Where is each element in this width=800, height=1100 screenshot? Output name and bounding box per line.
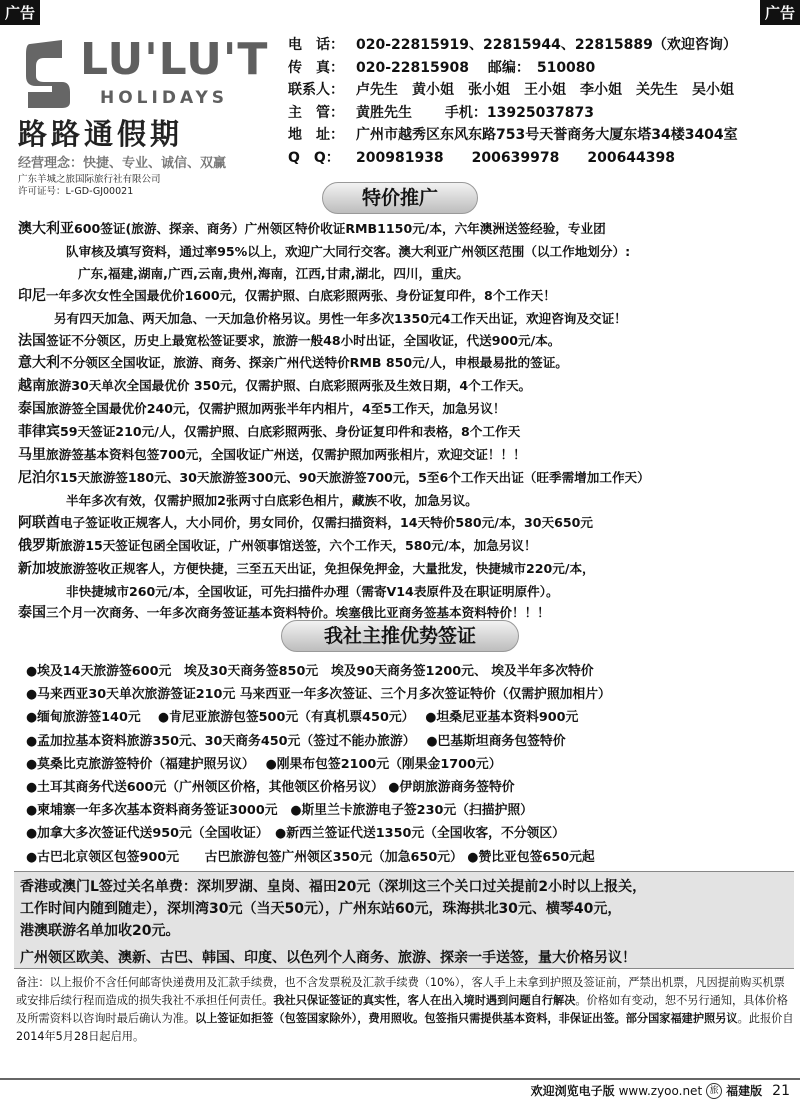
contact-manager <box>288 102 788 125</box>
logo-mark-icon <box>22 36 74 110</box>
section-title-specials: 特价推广 <box>322 182 478 214</box>
contact-value: 广州市越秀区东风东路753号天誉商务大厦东塔34楼3404室 <box>356 127 738 143</box>
promo-item-continued: 广东,福建,湖南,广西,云南,贵州,海南，江西,甘肃,湖北，四川，重庆。 <box>78 265 469 281</box>
promo-text: 旅游签收正规客人，方便快捷，三至五天出证，免担保免押金，大量批发，快捷城市220元/本， <box>60 560 595 576</box>
hk-macau-box <box>14 871 794 969</box>
featured-line: ●孟加拉基本资料旅游350元、30天商务450元（签过不能办旅游） ●巴基斯坦商务包签特价 <box>26 733 566 749</box>
featured-line: ●莫桑比克旅游签特价（福建护照另议） ●刚果布包签2100元（刚果金1700元） <box>26 756 502 772</box>
promo-item <box>18 375 792 398</box>
featured-visa-list <box>26 660 786 869</box>
promo-item-continued: 半年多次有效，仅需护照加2张两寸白底彩色相片，藏族不收，加急另议。 <box>66 492 478 508</box>
promo-item <box>18 352 792 375</box>
promo-item-continued: 队审核及填写资料，通过率95%以上，欢迎广大同行交客。澳大利亚广州领区范围（以工作地划分）: <box>66 243 631 259</box>
brand-name: LU'LU'T <box>80 34 269 85</box>
contact-label: 传 真： <box>288 59 344 76</box>
promo-item-continued: 另有四天加急、两天加急、一天加急价格另议。男性一年多次1350元4工作天出证，欢迎咨询及交证！ <box>54 310 627 326</box>
notes-bold: 以上签证如拒签（包签国家除外），费用照收。包签指只需提供基本资料，非保证出签。部分国家福建护照另议 <box>195 1012 738 1025</box>
contact-value: 020-22815908 邮编： 510080 <box>356 59 596 76</box>
section-title-featured-visas: 我社主推优势签证 <box>281 620 519 652</box>
promo-country: 泰国 <box>18 605 46 622</box>
guangzhou-consulate-line: 广州领区欧美、澳新、古巴、韩国、印度、以色列个人商务、旅游、探亲一手送签，量大价格另议！ <box>20 950 636 966</box>
hk-line: 香港或澳门L签过关名单费：深圳罗湖、皇岗、福田20元（深圳这三个关口过关提前2小时以上报关， <box>20 879 647 895</box>
notes-text: 备注：以上报价不含任何邮寄快递费用及汇款手续费，也不含发票税及汇款手续费（10%），客人手上未拿到护照及签证前，严禁出机票，凡因提前购买机票或安排后续行程而造成的损失我社不承担任何责任。 <box>16 976 785 1007</box>
notes-text: 。价格如有变动，恕不另行通知，具体价格及所需资料以咨询时最后确认为准。 <box>16 994 788 1025</box>
promo-text: 15天旅游签180元、30天旅游签300元、90天旅游签700元，5至6个工作天出证（旺季需增加工作天） <box>60 469 650 485</box>
footer-browse-text: 欢迎浏览电子版 <box>530 1084 615 1098</box>
notes-bold: 我社只保证签证的真实性，客人在出入境时遇到问题自行解决 <box>273 994 576 1007</box>
notes-text: 。此报价自2014年5月28日起启用。 <box>16 1012 794 1043</box>
promo-text: 600签证(旅游、探亲、商务）广州领区特价收证RMB1150元/本，六年澳洲送签经验，专业团 <box>74 221 606 236</box>
contact-value: 黄胜先生 手机：13925037873 <box>356 104 595 121</box>
promo-country: 俄罗斯 <box>18 537 60 554</box>
contact-people <box>288 79 788 102</box>
promo-text: 旅游15天签证包函全国收证，广州领事馆送签，六个工作天，580元/本，加急另议！ <box>60 537 537 553</box>
promo-item-continued: 非快捷城市260元/本，全国收证，可先扫描件办理（需寄V14表原件及在职证明原件）。 <box>66 583 559 599</box>
promo-country: 阿联酋 <box>18 514 60 531</box>
logo <box>18 30 283 195</box>
featured-line: ●埃及14天旅游签600元 埃及30天商务签850元 埃及90天商务签1200元、 埃及半年多次特价 <box>26 664 594 679</box>
ad-tag-right: 广告 <box>760 0 800 25</box>
promo-item <box>18 558 792 581</box>
header <box>10 26 790 196</box>
featured-line: ●柬埔寨一年多次基本资料商务签证3000元 ●斯里兰卡旅游电子签230元（扫描护照） <box>26 803 533 819</box>
contact-value: 卢先生 黄小姐 张小姐 王小姐 李小姐 关先生 吴小姐 <box>356 82 734 98</box>
promo-item <box>18 218 792 241</box>
brand-subtitle: HOLIDAYS <box>100 88 229 108</box>
promo-text: 电子签证收正规客人，大小同价，男女同价，仅需扫描资料，14天特价580元/本，30天650元 <box>60 514 594 530</box>
promo-item <box>18 467 792 490</box>
contact-phone <box>288 34 788 57</box>
contact-value: 200981938 200639978 200644398 <box>356 149 676 166</box>
footer <box>0 1078 800 1100</box>
footer-site-link[interactable]: www.zyoo.net <box>618 1083 703 1098</box>
contact-block <box>288 34 788 169</box>
promo-item <box>18 330 792 353</box>
hk-line: 港澳联游名单加收20元。 <box>20 923 180 939</box>
footer-edition: 福建版 <box>726 1084 763 1098</box>
promo-item <box>18 421 792 444</box>
hk-line: 工作时间内随到随走），深圳湾30元（当天50元），广州东站60元，珠海拱北30元、横琴40元， <box>20 901 622 917</box>
promo-text: 旅游30天单次全国最优价 350元，仅需护照、白底彩照两张及生效日期，4个工作天。 <box>46 378 532 394</box>
featured-line: ●土耳其商务代送600元（广州领区价格，其他领区价格另议） ●伊朗旅游商务签特价 <box>26 780 515 796</box>
contact-value: 020-22815919、22815944、22815889（欢迎咨询） <box>356 37 737 53</box>
promo-country: 菲律宾 <box>18 424 60 441</box>
promo-item <box>18 535 792 558</box>
featured-line: ●古巴北京领区包签900元 古巴旅游包签广州领区350元（加急650元） ●赞比亚包签650元起 <box>26 849 595 865</box>
promo-country: 泰国 <box>18 401 46 418</box>
contact-qq <box>288 147 788 170</box>
promo-item <box>18 398 792 421</box>
promo-country: 澳大利亚 <box>18 221 74 237</box>
promo-country: 印尼 <box>18 287 46 304</box>
contact-address <box>288 124 788 147</box>
promo-text: 一年多次女性全国最优价1600元，仅需护照、白底彩照两张、身份证复印件，8个工作天！ <box>46 287 556 303</box>
page-number: 21 <box>772 1082 790 1099</box>
company-info <box>18 174 161 198</box>
company-name: 广东羊城之旅国际旅行社有限公司 <box>18 174 161 185</box>
motto: 经营理念：快捷、专业、诚信、双赢 <box>18 156 227 171</box>
promo-text: 旅游签全国最优价240元，仅需护照加两张半年内相片，4至5工作天，加急另议！ <box>46 401 506 417</box>
contact-label: 电 话： <box>288 37 344 53</box>
promo-item <box>18 512 792 535</box>
promo-text: 旅游签基本资料包签700元，全国收证广州送，仅需护照加两张相片，欢迎交证！！！ <box>46 447 526 463</box>
featured-line: ●缅甸旅游签140元 ●肯尼亚旅游包签500元（有真机票450元） ●坦桑尼亚基本资料900元 <box>26 710 579 726</box>
notes <box>16 974 794 1046</box>
ad-tag-left: 广告 <box>0 0 40 25</box>
brand-chinese-name: 路路通假期 <box>18 117 184 151</box>
license-number: 许可证号：L-GD-GJ00021 <box>18 186 134 197</box>
featured-line: ●马来西亚30天单次旅游签证210元 马来西亚一年多次签证、三个月多次签证特价（仅需护照加相片） <box>26 687 611 703</box>
promo-text: 三个月一次商务、一年多次商务签证基本资料特价。埃塞俄比亚商务签基本资料特价！！！ <box>46 605 550 621</box>
promo-country: 意大利 <box>18 355 60 372</box>
contact-label: Q Q： <box>288 149 340 166</box>
promo-text: 签证不分领区，历史上最宽松签证要求，旅游一般48小时出证，全国收证，代送900元/本。 <box>46 332 561 348</box>
promo-country: 新加坡 <box>18 560 60 577</box>
promo-country: 马里 <box>18 447 46 464</box>
promo-list <box>18 218 792 625</box>
promo-country: 尼泊尔 <box>18 469 60 486</box>
featured-line: ●加拿大多次签证代送950元（全国收证） ●新西兰签证代送1350元（全国收客，不分领区） <box>26 826 565 842</box>
contact-label: 主 管： <box>288 104 344 121</box>
promo-text: 不分领区全国收证，旅游、商务、探亲广州代送特价RMB 850元/人，申根最易批的签证。 <box>60 355 568 371</box>
contact-label: 联系人： <box>288 82 344 98</box>
promo-country: 越南 <box>18 378 46 395</box>
promo-item <box>18 285 792 308</box>
promo-country: 法国 <box>18 332 46 349</box>
contact-fax <box>288 57 788 80</box>
fujian-badge-icon: 旅 <box>706 1083 722 1099</box>
footer-inner <box>531 1082 790 1099</box>
promo-item <box>18 444 792 467</box>
contact-label: 地 址： <box>288 127 344 143</box>
promo-text: 59天签证210元/人，仅需护照、白底彩照两张、身份证复印件和表格，8个工作天 <box>60 424 521 440</box>
